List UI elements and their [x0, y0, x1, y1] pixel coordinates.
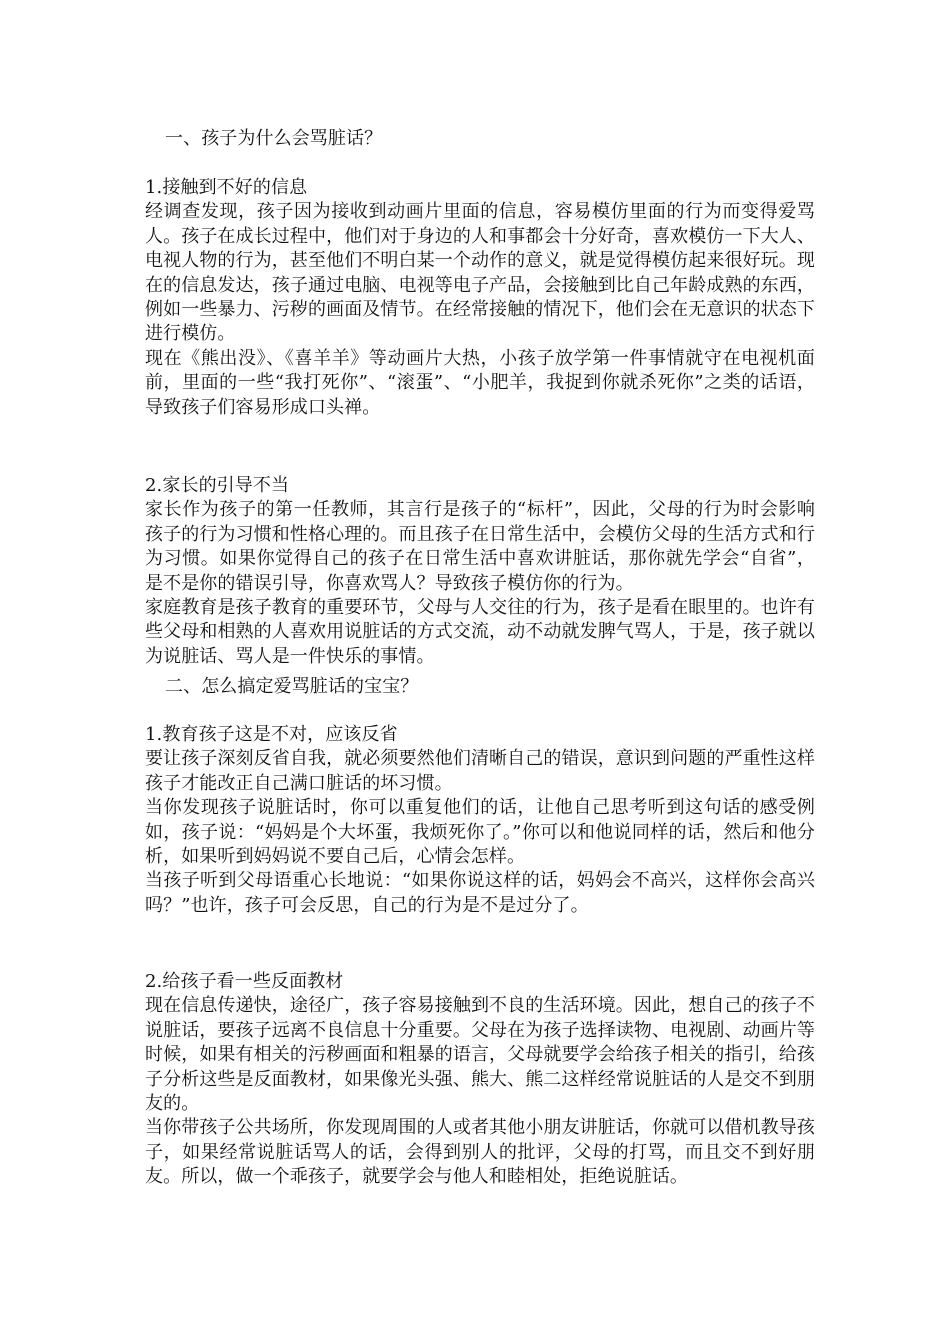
section1-sub2-title: 2.家长的引导不当 [145, 475, 290, 496]
section1-sub2-paragraph-1: 家长作为孩子的第一任教师，其言行是孩子的“标杆”，因此，父母的行为时会影响孩子的行为习惯和性格心理的。而且孩子在日常生活中，会模仿父母的生活方式和行为习惯。如果你觉得自己的孩子在日常生活中喜欢讲脏话，那你就先学会“自省”，是不是你的错误引导，你喜欢骂人？导致孩子模仿你的行为。 [145, 499, 815, 594]
section1-sub1 [145, 176, 815, 420]
section2-heading-block [145, 675, 815, 699]
section2-sub2-paragraph-2: 当你带孩子公共场所，你发现周围的人或者其他小朋友讲脏话，你就可以借机教导孩子，如果经常说脏话骂人的话，会得到别人的批评，父母的打骂，而且交不到好朋友。所以，做一个乖孩子，就要学会与他人和睦相处，拒绝说脏话。 [145, 1117, 815, 1188]
section1-sub2 [145, 474, 815, 669]
section2-heading: 二、怎么搞定爱骂脏话的宝宝？ [165, 676, 419, 697]
section2-sub1-paragraph-1: 要让孩子深刻反省自我，就必须要然他们清晰自己的错误，意识到问题的严重性这样孩子才能改正自己满口脏话的坏习惯。 [145, 748, 815, 794]
section2-sub1-paragraph-2: 当你发现孩子说脏话时，你可以重复他们的话，让他自己思考听到这句话的感受例如，孩子说：“妈妈是个大坏蛋，我烦死你了。”你可以和他说同样的话，然后和他分析，如果听到妈妈说不要自己后，心情会怎样。 [145, 797, 815, 868]
section2-sub2 [145, 970, 815, 1190]
section2-sub1-paragraph-3: 当孩子听到父母语重心长地说：“如果你说这样的话，妈妈会不高兴，这样你会高兴吗？”也许，孩子可会反思，自己的行为是不是过分了。 [145, 870, 815, 916]
section2-sub2-paragraph-1: 现在信息传递快，途径广，孩子容易接触到不良的生活环境。因此，想自己的孩子不说脏话，要孩子远离不良信息十分重要。父母在为孩子选择读物、电视剧、动画片等时候，如果有相关的污秽画面和粗暴的语言，父母就要学会给孩子相关的指引，给孩子分析这些是反面教材，如果像光头强、熊大、熊二这样经常说脏话的人是交不到朋友的。 [145, 995, 815, 1115]
section2-sub2-title: 2.给孩子看一些反面教材 [145, 971, 344, 992]
section1-sub1-title: 1.接触到不好的信息 [145, 177, 308, 198]
section2-sub1-title: 1.教育孩子这是不对，应该反省 [145, 724, 398, 745]
section1-sub1-paragraph-1: 经调查发现，孩子因为接收到动画片里面的信息，容易模仿里面的行为而变得爱骂人。孩子在成长过程中，他们对于身边的人和事都会十分好奇，喜欢模仿一下大人、电视人物的行为，甚至他们不明白某一个动作的意义，就是觉得模仿起来很好玩。现在的信息发达，孩子通过电脑、电视等电子产品，会接触到比自己年龄成熟的东西，例如一些暴力、污秽的画面及情节。在经常接触的情况下，他们会在无意识的状态下进行模仿。 [145, 201, 815, 345]
section2-sub1 [145, 723, 815, 918]
section1-heading: 一、孩子为什么会骂脏话？ [165, 128, 383, 149]
section1-sub1-paragraph-2: 现在《熊出没》、《喜羊羊》等动画片大热，小孩子放学第一件事情就守在电视机面前，里面的一些“我打死你”、“滚蛋”、“小肥羊，我捉到你就杀死你”之类的话语，导致孩子们容易形成口头禅。 [145, 347, 815, 418]
section1-sub2-paragraph-2: 家庭教育是孩子教育的重要环节，父母与人交往的行为，孩子是看在眼里的。也许有些父母和相熟的人喜欢用说脏话的方式交流，动不动就发脾气骂人，于是，孩子就以为说脏话、骂人是一件快乐的事情。 [145, 597, 815, 667]
section1-heading-block [145, 127, 815, 151]
